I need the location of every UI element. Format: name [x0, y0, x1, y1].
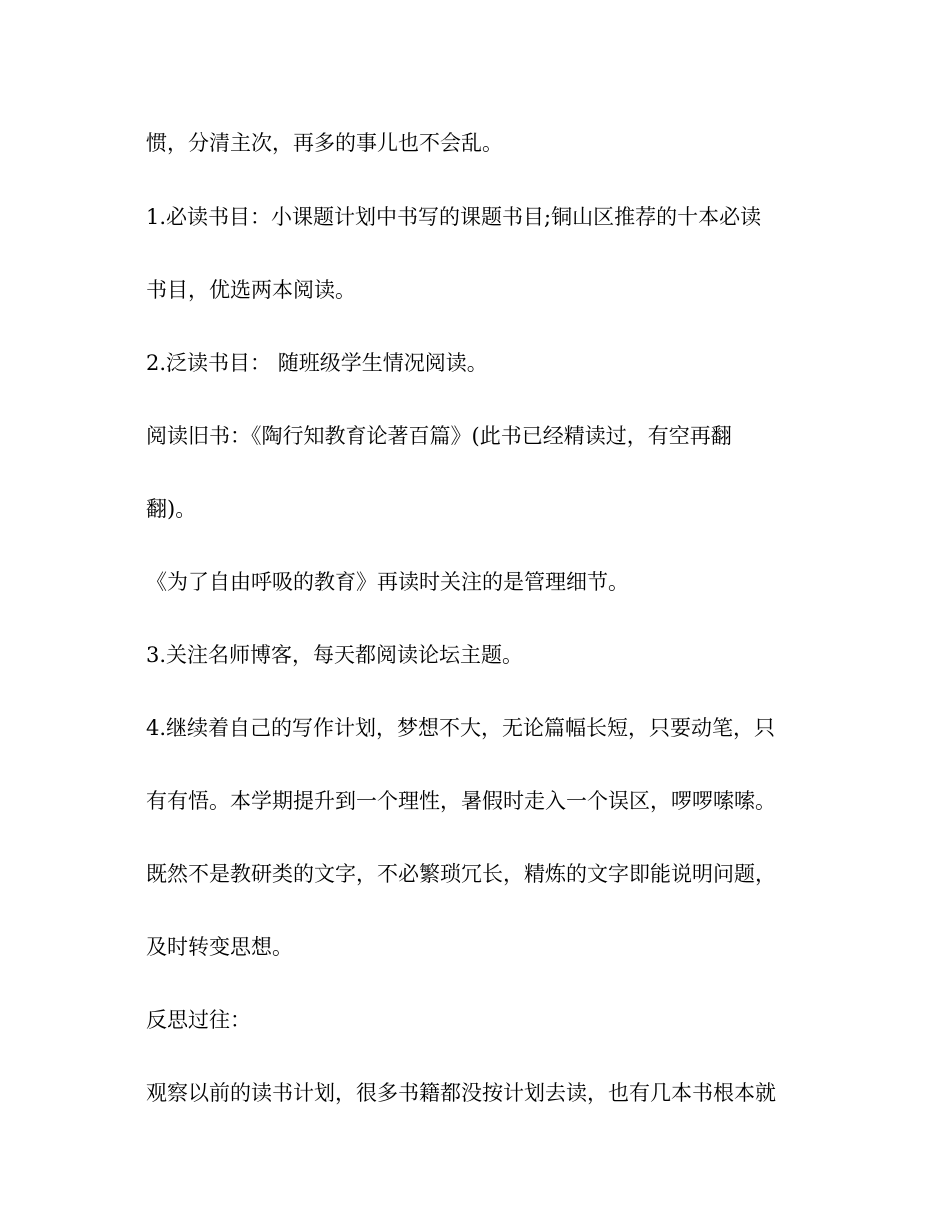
text-line: 阅读旧书：《陶行知教育论著百篇》(此书已经精读过，有空再翻 — [146, 424, 732, 448]
text-line: 《为了自由呼吸的教育》再读时关注的是管理细节。 — [146, 570, 629, 594]
text-line: 既然不是教研类的文字，不必繁琐冗长，精炼的文字即能说明问题， — [146, 862, 776, 886]
text-line: 书目，优选两本阅读。 — [146, 278, 356, 302]
text-line: 反思过往： — [146, 1008, 251, 1032]
text-line: 1.必读书目：小课题计划中书写的课题书目;铜山区推荐的十本必读 — [146, 205, 762, 229]
text-line: 观察以前的读书计划，很多书籍都没按计划去读，也有几本书根本就 — [146, 1081, 776, 1105]
text-line: 4.继续着自己的写作计划，梦想不大，无论篇幅长短，只要动笔，只 — [146, 716, 776, 740]
text-line: 惯，分清主次，再多的事儿也不会乱。 — [146, 131, 503, 155]
text-line: 及时转变思想。 — [146, 935, 293, 959]
text-line: 3.关注名师博客，每天都阅读论坛主题。 — [146, 643, 524, 667]
text-line: 有有悟。本学期提升到一个理性，暑假时走入一个误区，啰啰嗦嗦。 — [146, 789, 776, 813]
text-line: 2.泛读书目： 随班级学生情况阅读。 — [146, 351, 488, 375]
text-line: 翻)。 — [146, 497, 197, 521]
